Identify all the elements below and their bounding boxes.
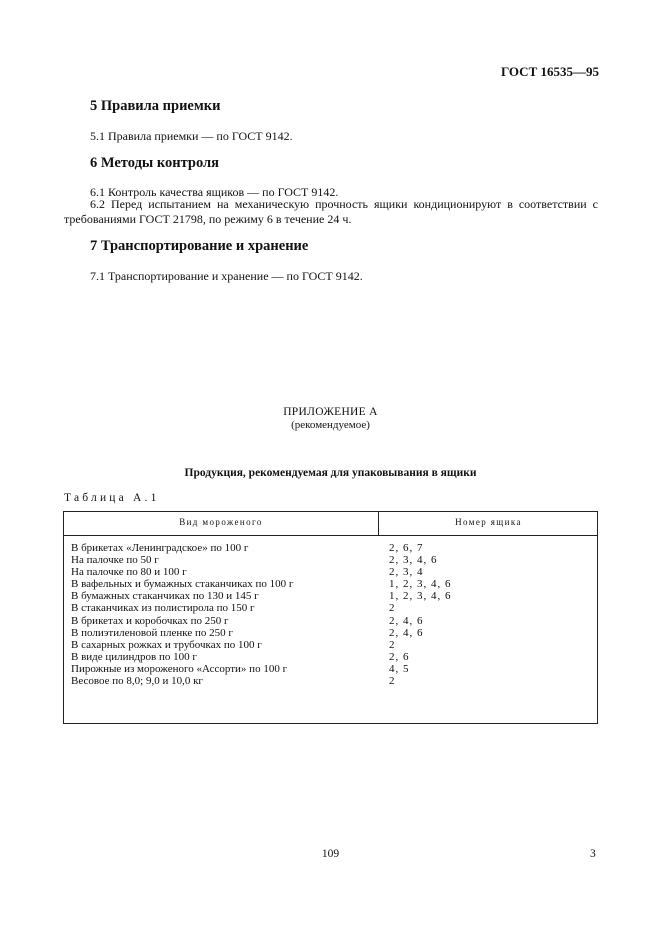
table-row [64, 651, 597, 663]
product-cell: Пирожные из мороженого «Ассорти» по 100 г [71, 662, 288, 675]
table-row [64, 590, 597, 602]
column-header-product: Вид мороженого [179, 517, 263, 527]
table-row [64, 675, 597, 687]
table-row [64, 566, 597, 578]
table-row [64, 602, 597, 614]
product-cell: На палочке по 50 г [71, 554, 159, 567]
box-number-cell: 1, 2, 3, 4, 6 [389, 590, 452, 603]
box-number-cell: 1, 2, 3, 4, 6 [389, 578, 452, 591]
section-6-2-text: 6.2 Перед испытанием на механическую прочность ящики кондиционируют в соответствии с требованиями ГОСТ 21798, по режиму 6 в течение 24 ч. [64, 197, 598, 226]
table-header-row [64, 512, 597, 536]
box-number-cell: 2, 6 [389, 650, 410, 663]
box-number-cell: 2 [389, 638, 396, 651]
table-row [64, 663, 597, 675]
product-cell: В сахарных рожках и трубочках по 100 г [71, 638, 262, 651]
box-number-cell: 2 [389, 675, 396, 688]
product-cell: В виде цилиндров по 100 г [71, 650, 197, 663]
table-row [64, 627, 597, 639]
box-number-cell: 2, 3, 4 [389, 566, 424, 579]
box-number-cell: 2 [389, 602, 396, 615]
section-7-1-text: 7.1 Транспортирование и хранение — по ГОСТ 9142. [90, 269, 363, 283]
column-header-box-number: Номер ящика [455, 517, 522, 527]
products-table [63, 511, 598, 724]
box-number-cell: 2, 4, 6 [389, 626, 424, 639]
appendix-subtitle: (рекомендуемое) [291, 419, 370, 431]
box-number-cell: 2, 3, 4, 6 [389, 554, 438, 567]
appendix-title: ПРИЛОЖЕНИЕ А [283, 406, 378, 418]
sheet-number: 3 [590, 848, 596, 860]
box-number-cell: 2, 6, 7 [389, 542, 424, 554]
section-5-heading: 5 Правила приемки [90, 98, 221, 114]
product-cell: В брикетах и коробочках по 250 г [71, 614, 229, 627]
table-heading: Продукция, рекомендуемая для упаковывания в ящики [184, 467, 477, 479]
product-cell: В брикетах «Ленинградское» по 100 г [71, 542, 249, 554]
section-5-1-text: 5.1 Правила приемки — по ГОСТ 9142. [90, 129, 293, 143]
table-label: Таблица А.1 [64, 492, 160, 504]
page-number: 109 [321, 848, 340, 860]
document-code: ГОСТ 16535—95 [500, 64, 599, 79]
product-cell: В полиэтиленовой пленке по 250 г [71, 626, 233, 639]
section-7-heading: 7 Транспортирование и хранение [90, 238, 309, 254]
table-row [64, 578, 597, 590]
table-body [64, 542, 597, 687]
table-row [64, 542, 597, 554]
product-cell: Весовое по 8,0; 9,0 и 10,0 кг [71, 675, 203, 688]
box-number-cell: 2, 4, 6 [389, 614, 424, 627]
section-6-1-text: 6.1 Контроль качества ящиков — по ГОСТ 9142. [90, 185, 339, 199]
table-row [64, 639, 597, 651]
product-cell: В стаканчиках из полистирола по 150 г [71, 602, 255, 615]
product-cell: На палочке по 80 и 100 г [71, 566, 187, 579]
table-row [64, 554, 597, 566]
product-cell: В бумажных стаканчиках по 130 и 145 г [71, 590, 259, 603]
section-6-heading: 6 Методы контроля [90, 155, 220, 171]
product-cell: В вафельных и бумажных стаканчиках по 100 г [71, 578, 294, 591]
table-row [64, 615, 597, 627]
box-number-cell: 4, 5 [389, 662, 410, 675]
